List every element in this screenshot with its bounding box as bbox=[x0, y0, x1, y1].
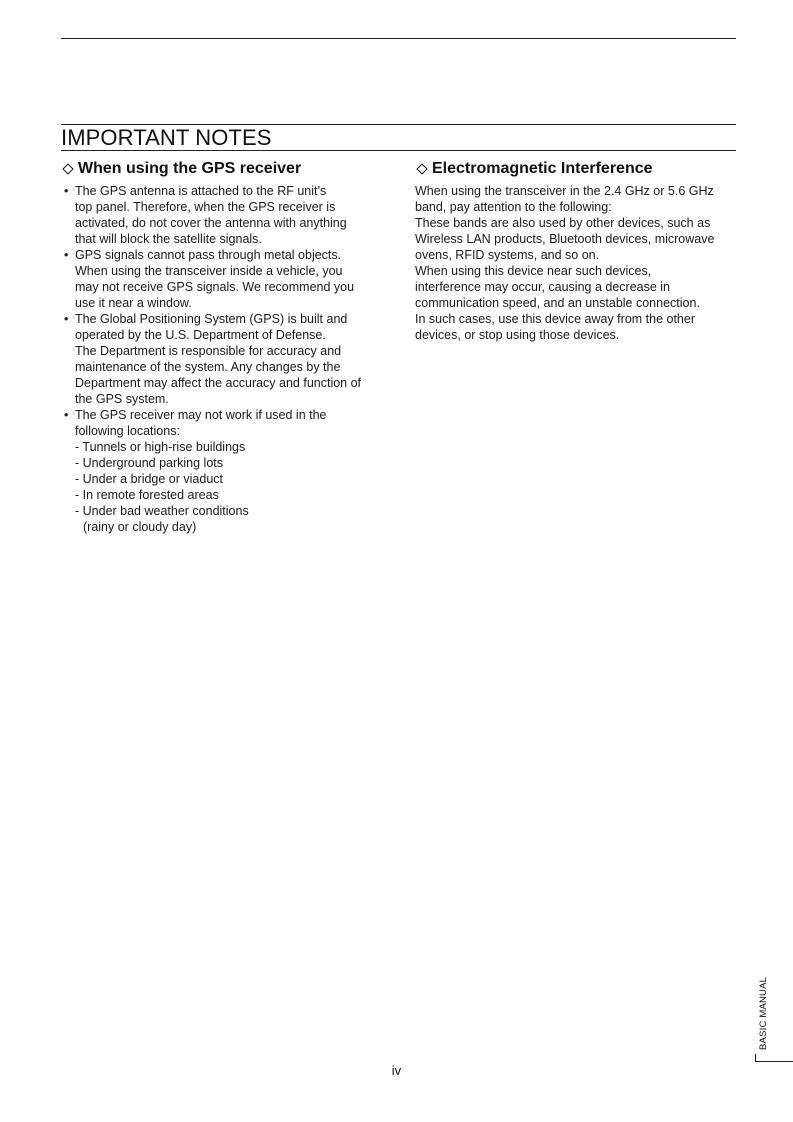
text-line: interference may occur, causing a decrease in bbox=[415, 280, 670, 294]
text-line: These bands are also used by other devices, such as bbox=[415, 216, 711, 230]
section-header bbox=[61, 124, 736, 151]
side-tab bbox=[755, 958, 775, 1054]
text-line: use it near a window. bbox=[75, 296, 192, 310]
text-line: In such cases, use this device away from the other bbox=[415, 312, 695, 326]
gps-bullet-locations bbox=[61, 407, 391, 535]
text-line: that will block the satellite signals. bbox=[75, 232, 262, 246]
gps-bullet-list bbox=[61, 183, 391, 535]
text-line: Department may affect the accuracy and function of bbox=[75, 376, 362, 390]
text-line: devices, or stop using those devices. bbox=[415, 328, 620, 342]
side-tab-rule bbox=[755, 1061, 793, 1062]
text-line: ovens, RFID systems, and so on. bbox=[415, 248, 600, 262]
text-line: following locations: bbox=[75, 424, 180, 438]
gps-heading-text: When using the GPS receiver bbox=[78, 160, 302, 177]
emi-heading bbox=[415, 159, 740, 179]
text-line: The GPS antenna is attached to the RF unit’s bbox=[75, 184, 327, 198]
location-list bbox=[75, 439, 391, 535]
text-line: band, pay attention to the following: bbox=[415, 200, 612, 214]
location-item-continuation: (rainy or cloudy day) bbox=[83, 520, 197, 534]
text-line: maintenance of the system. Any changes by the bbox=[75, 360, 341, 374]
text-line: activated, do not cover the antenna with anything bbox=[75, 216, 347, 230]
diamond-icon bbox=[416, 163, 427, 174]
location-item: - Tunnels or high-rise buildings bbox=[75, 440, 246, 454]
location-item-text: - Under bad weather conditions bbox=[75, 504, 249, 518]
text-line: When using this device near such devices, bbox=[415, 264, 652, 278]
text-line: The GPS receiver may not work if used in the bbox=[75, 408, 327, 422]
gps-bullet-antenna bbox=[61, 183, 391, 247]
location-item-weather bbox=[75, 503, 391, 535]
location-item: - Underground parking lots bbox=[75, 456, 223, 470]
location-item: - Under a bridge or viaduct bbox=[75, 472, 223, 486]
text-line: When using the transceiver inside a vehicle, you bbox=[75, 264, 343, 278]
text-line: operated by the U.S. Department of Defense. bbox=[75, 328, 326, 342]
location-item: - In remote forested areas bbox=[75, 488, 219, 502]
text-line: top panel. Therefore, when the GPS receiver is bbox=[75, 200, 336, 214]
text-line: Wireless LAN products, Bluetooth devices, microwave bbox=[415, 232, 715, 246]
diamond-icon bbox=[62, 163, 73, 174]
side-tab-label: BASIC MANUAL bbox=[758, 976, 769, 1050]
emi-paragraph bbox=[415, 183, 740, 343]
text-line: The Department is responsible for accuracy and bbox=[75, 344, 342, 358]
emi-heading-text: Electromagnetic Interference bbox=[432, 160, 653, 177]
bullet-dot-icon: • bbox=[64, 184, 69, 198]
text-line: GPS signals cannot pass through metal objects. bbox=[75, 248, 342, 262]
bullet-dot-icon: • bbox=[64, 312, 69, 326]
bullet-dot-icon: • bbox=[64, 408, 69, 422]
text-line: may not receive GPS signals. We recommend you bbox=[75, 280, 355, 294]
text-line: When using the transceiver in the 2.4 GHz or 5.6 GHz bbox=[415, 184, 714, 198]
page-number: iv bbox=[391, 1063, 402, 1078]
emi-notes-column bbox=[415, 159, 740, 343]
gps-notes-column bbox=[61, 159, 391, 535]
text-line: The Global Positioning System (GPS) is built and bbox=[75, 312, 348, 326]
text-line: the GPS system. bbox=[75, 392, 169, 406]
gps-heading bbox=[61, 159, 391, 179]
gps-bullet-metal-objects bbox=[61, 247, 391, 311]
bullet-dot-icon: • bbox=[64, 248, 69, 262]
text-line: communication speed, and an unstable connection. bbox=[415, 296, 700, 310]
page-title: IMPORTANT NOTES bbox=[61, 125, 272, 150]
gps-bullet-dod bbox=[61, 311, 391, 407]
top-rule bbox=[61, 38, 736, 39]
